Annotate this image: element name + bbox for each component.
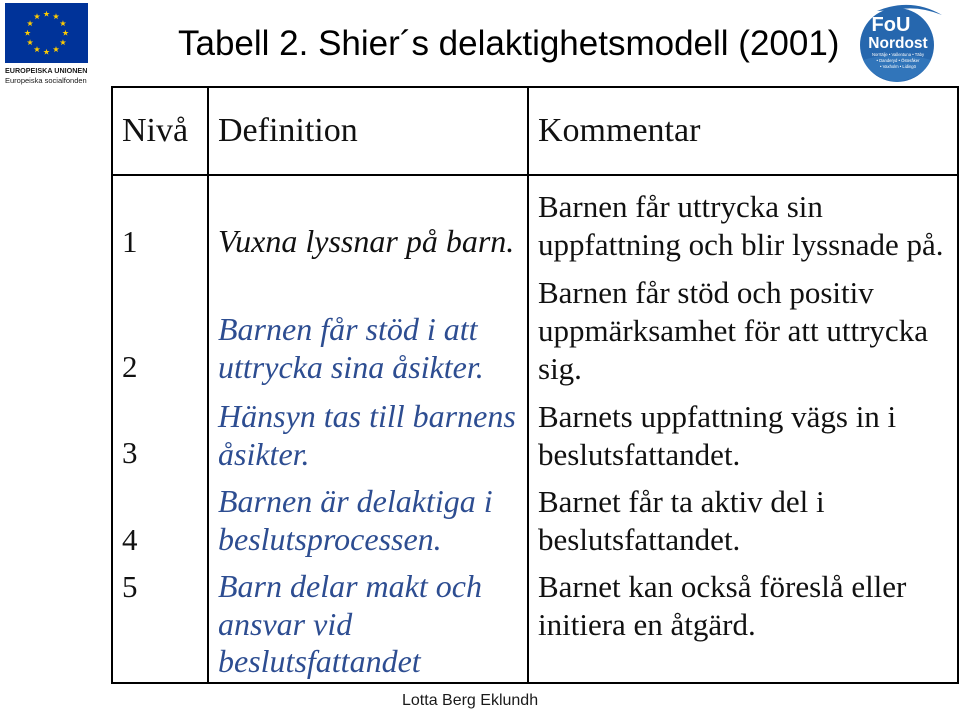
fou-logo-places-2: • Danderyd • Österåker xyxy=(876,58,920,63)
definition-line: uttrycka sina åsikter. xyxy=(218,348,484,385)
comment-line: beslutsfattandet. xyxy=(538,522,741,557)
comment-line: uppmärksamhet för att uttrycka xyxy=(538,313,928,348)
eu-logo-line-2: Europeiska socialfonden xyxy=(5,76,87,85)
header-definition: Definition xyxy=(218,112,358,149)
comment-line: Barnet får ta aktiv del i xyxy=(538,484,825,519)
row-4-level: 4 xyxy=(122,522,138,557)
definition-line: Vuxna lyssnar på barn. xyxy=(218,223,515,259)
definition-line: Barnen är delaktiga i xyxy=(218,483,493,519)
comment-line: Barnet kan också föreslå eller xyxy=(538,569,907,604)
definition-line: ansvar vid xyxy=(218,605,353,642)
row-1-definition xyxy=(218,223,514,261)
header-level: Nivå xyxy=(122,112,189,149)
table-header-divider xyxy=(112,174,959,176)
comment-line: Barnets uppfattning vägs in i xyxy=(538,399,897,434)
definition-line: Hänsyn tas till barnens xyxy=(218,398,516,434)
eu-logo-line-1: EUROPEISKA UNIONEN xyxy=(5,66,88,75)
fou-logo-places-1: Norrtälje • Vallentuna • Täby xyxy=(871,52,925,57)
definition-line: beslutsfattandet xyxy=(218,643,421,679)
definition-line: beslutsprocessen. xyxy=(218,520,442,557)
comment-line: Barnen får uttrycka sin xyxy=(538,189,823,224)
row-4-comment xyxy=(538,483,825,559)
header-comment: Kommentar xyxy=(538,112,701,149)
row-1-comment xyxy=(538,188,944,264)
definition-line: Barnen får stöd i att xyxy=(218,311,478,347)
comment-line: initiera en åtgärd. xyxy=(538,607,756,642)
fou-logo-name-2: Nordost xyxy=(868,35,928,52)
row-2-level: 2 xyxy=(122,349,138,384)
comment-line: Barnen får stöd och positiv xyxy=(538,275,874,310)
row-2-definition xyxy=(218,311,484,386)
fou-logo-name-1: FoU xyxy=(871,14,911,36)
table-bottom-border xyxy=(112,682,959,684)
definition-line: Barn delar makt och xyxy=(218,568,482,604)
table-left-border xyxy=(111,86,113,684)
definition-line: åsikter. xyxy=(218,435,310,472)
row-2-comment xyxy=(538,274,928,388)
comment-line: uppfattning och blir lyssnade på. xyxy=(538,227,944,262)
table-column-divider-2 xyxy=(527,86,529,684)
table-top-border xyxy=(112,86,959,88)
slide-title: Tabell 2. Shier´s delaktighetsmodell (2001) xyxy=(178,24,840,63)
fou-logo-places-3: • Vaxholm • Lidingö xyxy=(880,64,916,69)
comment-line: beslutsfattandet. xyxy=(538,437,741,472)
table-column-divider-1 xyxy=(207,86,209,684)
table-right-border xyxy=(957,86,959,684)
row-1-level: 1 xyxy=(122,224,138,259)
row-3-comment xyxy=(538,398,896,474)
row-3-level: 3 xyxy=(122,435,138,470)
slide-footer-author: Lotta Berg Eklundh xyxy=(402,692,539,709)
comment-line: sig. xyxy=(538,351,582,386)
row-4-definition xyxy=(218,483,493,558)
row-5-comment xyxy=(538,568,906,644)
row-3-definition xyxy=(218,398,516,473)
row-5-level: 5 xyxy=(122,569,138,604)
row-5-definition xyxy=(218,568,482,681)
